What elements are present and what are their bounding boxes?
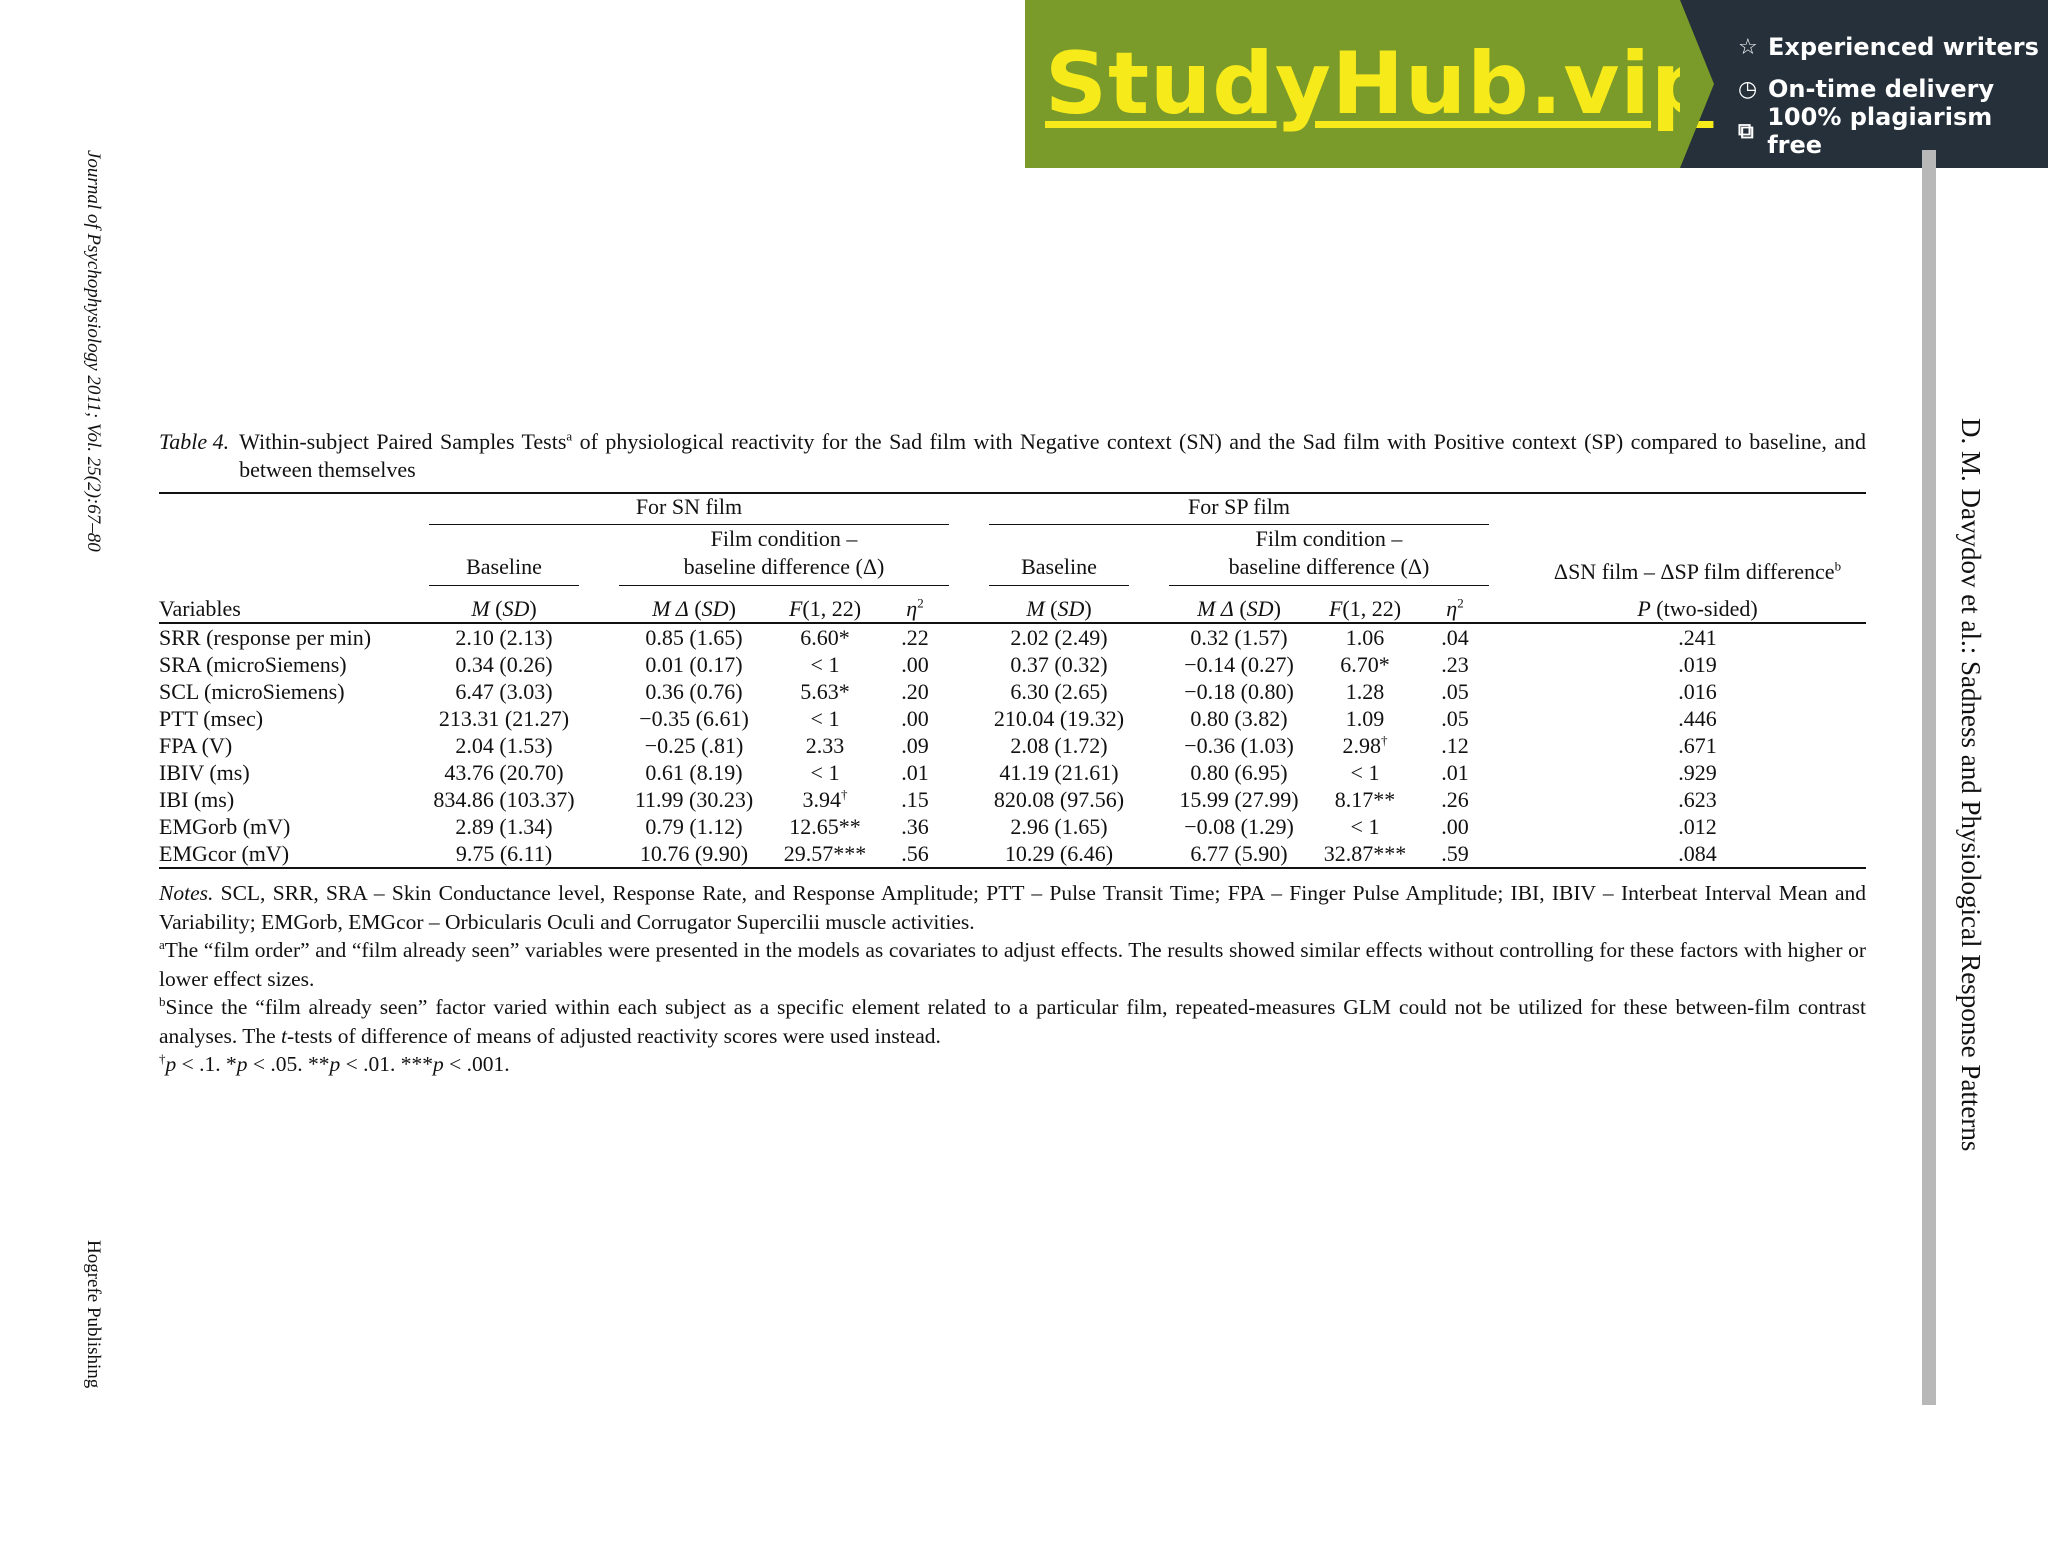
cell-sp-mdelta: 0.80 (3.82)	[1190, 705, 1288, 731]
cell-sp-eta: .00	[1441, 813, 1469, 839]
cell-sp-f: 6.70*	[1340, 651, 1390, 677]
cell-sn-mdelta: −0.25 (.81)	[644, 732, 744, 758]
cell-sp-eta: .23	[1441, 651, 1469, 677]
cell-sn-f: < 1	[810, 651, 840, 677]
cell-sp-eta: .05	[1441, 678, 1469, 704]
table-row	[159, 623, 1866, 651]
col-sp-mdelta-sd: M Δ (SD)	[1169, 586, 1309, 623]
page-edge-bar	[1922, 150, 1936, 1405]
cell-sn-baseline: 2.04 (1.53)	[455, 732, 553, 758]
cell-sn-mdelta: 11.99 (30.23)	[634, 786, 754, 812]
cell-sn-f: 5.63*	[800, 678, 850, 704]
table-caption-text: Within-subject Paired Samples Tests$^a$ of physiological reactivity for the Sad film with Negative context (SN) and the Sad film with Positive context (SP) compared to baseline, and between themselves	[239, 428, 1866, 482]
cell-sn-eta: .56	[901, 840, 929, 866]
cell-sn-mdelta: −0.35 (6.61)	[639, 705, 749, 731]
col-sp-f: F(1, 22)	[1309, 586, 1421, 623]
table-row	[159, 732, 1866, 759]
copy-icon: ⧉	[1738, 118, 1754, 144]
cell-sp-mdelta: 0.32 (1.57)	[1190, 624, 1288, 650]
difference-header: ΔSN film – ΔSP film difference$^b$	[1553, 558, 1842, 584]
cell-sp-mdelta: −0.36 (1.03)	[1184, 732, 1294, 758]
cell-sn-f: 29.57***	[783, 840, 867, 866]
ad-features-panel	[1680, 0, 2048, 168]
cell-sn-baseline: 2.10 (2.13)	[455, 624, 553, 650]
clock-icon: ◷	[1738, 76, 1758, 102]
cell-sp-mdelta: 0.80 (6.95)	[1190, 759, 1288, 785]
cell-variable: EMGorb (mV)	[159, 813, 291, 839]
cell-sp-f: < 1	[1350, 813, 1380, 839]
cell-sp-baseline: 2.96 (1.65)	[1010, 813, 1108, 839]
col-sn-f: F(1, 22)	[769, 586, 881, 623]
cell-sn-eta: .00	[901, 651, 929, 677]
cell-sp-mdelta: 6.77 (5.90)	[1190, 840, 1288, 866]
group-header-sn: For SN film	[429, 494, 949, 525]
col-sn-eta: $\eta^2$	[881, 586, 949, 623]
cell-sp-baseline: 41.19 (21.61)	[999, 759, 1119, 785]
cell-sn-mdelta: 10.76 (9.90)	[639, 840, 749, 866]
col-sn-m-sd: M (SD)	[429, 586, 579, 623]
cell-p: .016	[1678, 678, 1717, 704]
ad-brand-logo[interactable]: StudyHub.vip	[1045, 34, 1714, 134]
table-row	[159, 840, 1866, 868]
table-notes	[159, 879, 1866, 1079]
publisher-name: Hogrefe Publishing	[83, 1240, 104, 1389]
cell-sp-eta: .01	[1441, 759, 1469, 785]
cell-sn-eta: .22	[901, 624, 929, 650]
cell-sn-f: 12.65**	[789, 813, 861, 839]
cell-variable: IBIV (ms)	[159, 759, 250, 785]
table-row	[159, 651, 1866, 678]
ad-feature-label: On-time delivery	[1768, 75, 1995, 103]
cell-sn-baseline: 213.31 (21.27)	[438, 705, 570, 731]
cell-sp-baseline: 210.04 (19.32)	[993, 705, 1125, 731]
cell-variable: FPA (V)	[159, 732, 233, 758]
cell-sp-baseline: 10.29 (6.46)	[1004, 840, 1114, 866]
cell-variable: SRR (response per min)	[159, 624, 372, 650]
sn-film-condition-header: Film condition – baseline difference (Δ)	[619, 525, 949, 586]
note-abbreviations: Notes. SCL, SRR, SRA – Skin Conductance level, Response Rate, and Response Amplitude; PTT – Pulse Transit Time; FPA – Finger Pulse Amplitude; IBI, IBIV – Interbeat Interval Mean and Variability; EMGorb, EMGcor – Orbicularis Oculi and Corrugator Supercilii muscle activities.	[159, 881, 1866, 934]
cell-sn-baseline: 2.89 (1.34)	[455, 813, 553, 839]
cell-sp-f: < 1	[1350, 759, 1380, 785]
cell-sp-eta: .04	[1441, 624, 1469, 650]
cell-variable: PTT (msec)	[159, 705, 264, 731]
ad-banner[interactable]	[1025, 0, 2048, 168]
sp-film-condition-header: Film condition – baseline difference (Δ)	[1169, 525, 1489, 586]
cell-sn-eta: .15	[901, 786, 929, 812]
table-row	[159, 705, 1866, 732]
cell-sp-baseline: 2.08 (1.72)	[1010, 732, 1108, 758]
journal-citation: Journal of Psychophysiology 2011; Vol. 25(2):67–80	[83, 150, 104, 552]
cell-sp-eta: .59	[1441, 840, 1469, 866]
ad-feature-label: 100% plagiarism free	[1767, 103, 1993, 159]
cell-sn-f: < 1	[810, 705, 840, 731]
cell-variable: IBI (ms)	[159, 786, 235, 812]
cell-sn-baseline: 0.34 (0.26)	[455, 651, 553, 677]
cell-p: .084	[1678, 840, 1717, 866]
sp-baseline-header: Baseline	[989, 553, 1129, 586]
cell-sp-f: 8.17**	[1334, 786, 1396, 812]
note-a: $^a$The “film order” and “film already seen” variables were presented in the models as covariates to adjust effects. The results showed similar effects without controlling for these factors with higher or lower effect sizes.	[159, 936, 1866, 991]
cell-variable: EMGcor (mV)	[159, 840, 290, 866]
cell-sp-mdelta: −0.14 (0.27)	[1184, 651, 1294, 677]
cell-sp-baseline: 2.02 (2.49)	[1010, 624, 1108, 650]
cell-sp-baseline: 820.08 (97.56)	[993, 786, 1125, 812]
table-row	[159, 759, 1866, 786]
running-head: D. M. Davydov et al.: Sadness and Physiological Response Patterns	[1956, 418, 1986, 1152]
col-variables: Variables	[159, 586, 429, 623]
cell-sn-mdelta: 0.36 (0.76)	[645, 678, 743, 704]
ad-feature-label: Experienced writers	[1768, 33, 2039, 61]
cell-sn-baseline: 834.86 (103.37)	[433, 786, 575, 812]
cell-sn-mdelta: 0.61 (8.19)	[645, 759, 743, 785]
table-4	[159, 428, 1866, 1079]
cell-p: .446	[1678, 705, 1717, 731]
cell-variable: SCL (microSiemens)	[159, 678, 345, 704]
note-significance: †p < .1. *p < .05. **p < .01. ***p < .001.	[159, 1050, 510, 1076]
cell-sp-baseline: 0.37 (0.32)	[1010, 651, 1108, 677]
cell-sp-f: 1.09	[1345, 705, 1385, 731]
cell-sn-eta: .36	[901, 813, 929, 839]
table-row	[159, 813, 1866, 840]
cell-sp-mdelta: −0.18 (0.80)	[1184, 678, 1294, 704]
sn-baseline-header: Baseline	[429, 553, 579, 586]
cell-sn-eta: .09	[901, 732, 929, 758]
cell-sp-eta: .26	[1441, 786, 1469, 812]
ad-feature	[1738, 26, 2048, 68]
cell-sp-mdelta: 15.99 (27.99)	[1179, 786, 1299, 812]
cell-p: .019	[1678, 651, 1717, 677]
cell-p: .623	[1678, 786, 1717, 812]
cell-sp-eta: .05	[1441, 705, 1469, 731]
star-icon: ☆	[1738, 34, 1758, 60]
cell-p: .671	[1678, 732, 1717, 758]
group-header-sp: For SP film	[989, 494, 1489, 525]
table-row	[159, 678, 1866, 705]
cell-sp-baseline: 6.30 (2.65)	[1010, 678, 1108, 704]
cell-sn-baseline: 9.75 (6.11)	[455, 840, 553, 866]
cell-sp-mdelta: −0.08 (1.29)	[1184, 813, 1294, 839]
cell-sp-f: 32.87***	[1323, 840, 1407, 866]
cell-sp-f: 1.28	[1345, 678, 1385, 704]
cell-sn-f: 6.60*	[800, 624, 850, 650]
cell-sn-eta: .20	[901, 678, 929, 704]
col-sp-eta: $\eta^2$	[1421, 586, 1489, 623]
cell-sn-f: 3.94†	[802, 786, 848, 812]
cell-sn-mdelta: 0.85 (1.65)	[645, 624, 743, 650]
cell-sp-eta: .12	[1441, 732, 1469, 758]
cell-variable: SRA (microSiemens)	[159, 651, 347, 677]
cell-p: .929	[1678, 759, 1717, 785]
col-sn-mdelta-sd: M Δ (SD)	[619, 586, 769, 623]
cell-p: .012	[1678, 813, 1717, 839]
cell-p: .241	[1678, 624, 1717, 650]
cell-sn-eta: .00	[901, 705, 929, 731]
table-label: Table 4.	[159, 429, 230, 454]
cell-sp-f: 2.98†	[1342, 732, 1388, 758]
cell-sn-f: 2.33	[805, 732, 845, 758]
cell-sn-f: < 1	[810, 759, 840, 785]
table-caption	[159, 428, 1866, 484]
cell-sn-baseline: 6.47 (3.03)	[455, 678, 553, 704]
note-b: $^b$Since the “film already seen” factor varied within each subject as a specific element related to a particular film, repeated-measures GLM could not be utilized for these between-film contrast analyses. The t-tests of difference of means of adjusted reactivity scores were used instead.	[159, 993, 1866, 1048]
table-row	[159, 786, 1866, 813]
col-sp-m-sd: M (SD)	[989, 586, 1129, 623]
cell-sp-f: 1.06	[1345, 624, 1385, 650]
ad-brand-panel[interactable]	[1025, 0, 1714, 168]
col-p: P (two-sided)	[1529, 586, 1866, 623]
cell-sn-eta: .01	[901, 759, 929, 785]
cell-sn-mdelta: 0.01 (0.17)	[645, 651, 743, 677]
results-table	[159, 492, 1866, 869]
cell-sn-mdelta: 0.79 (1.12)	[645, 813, 743, 839]
ad-feature	[1738, 103, 2048, 159]
cell-sn-baseline: 43.76 (20.70)	[444, 759, 564, 785]
